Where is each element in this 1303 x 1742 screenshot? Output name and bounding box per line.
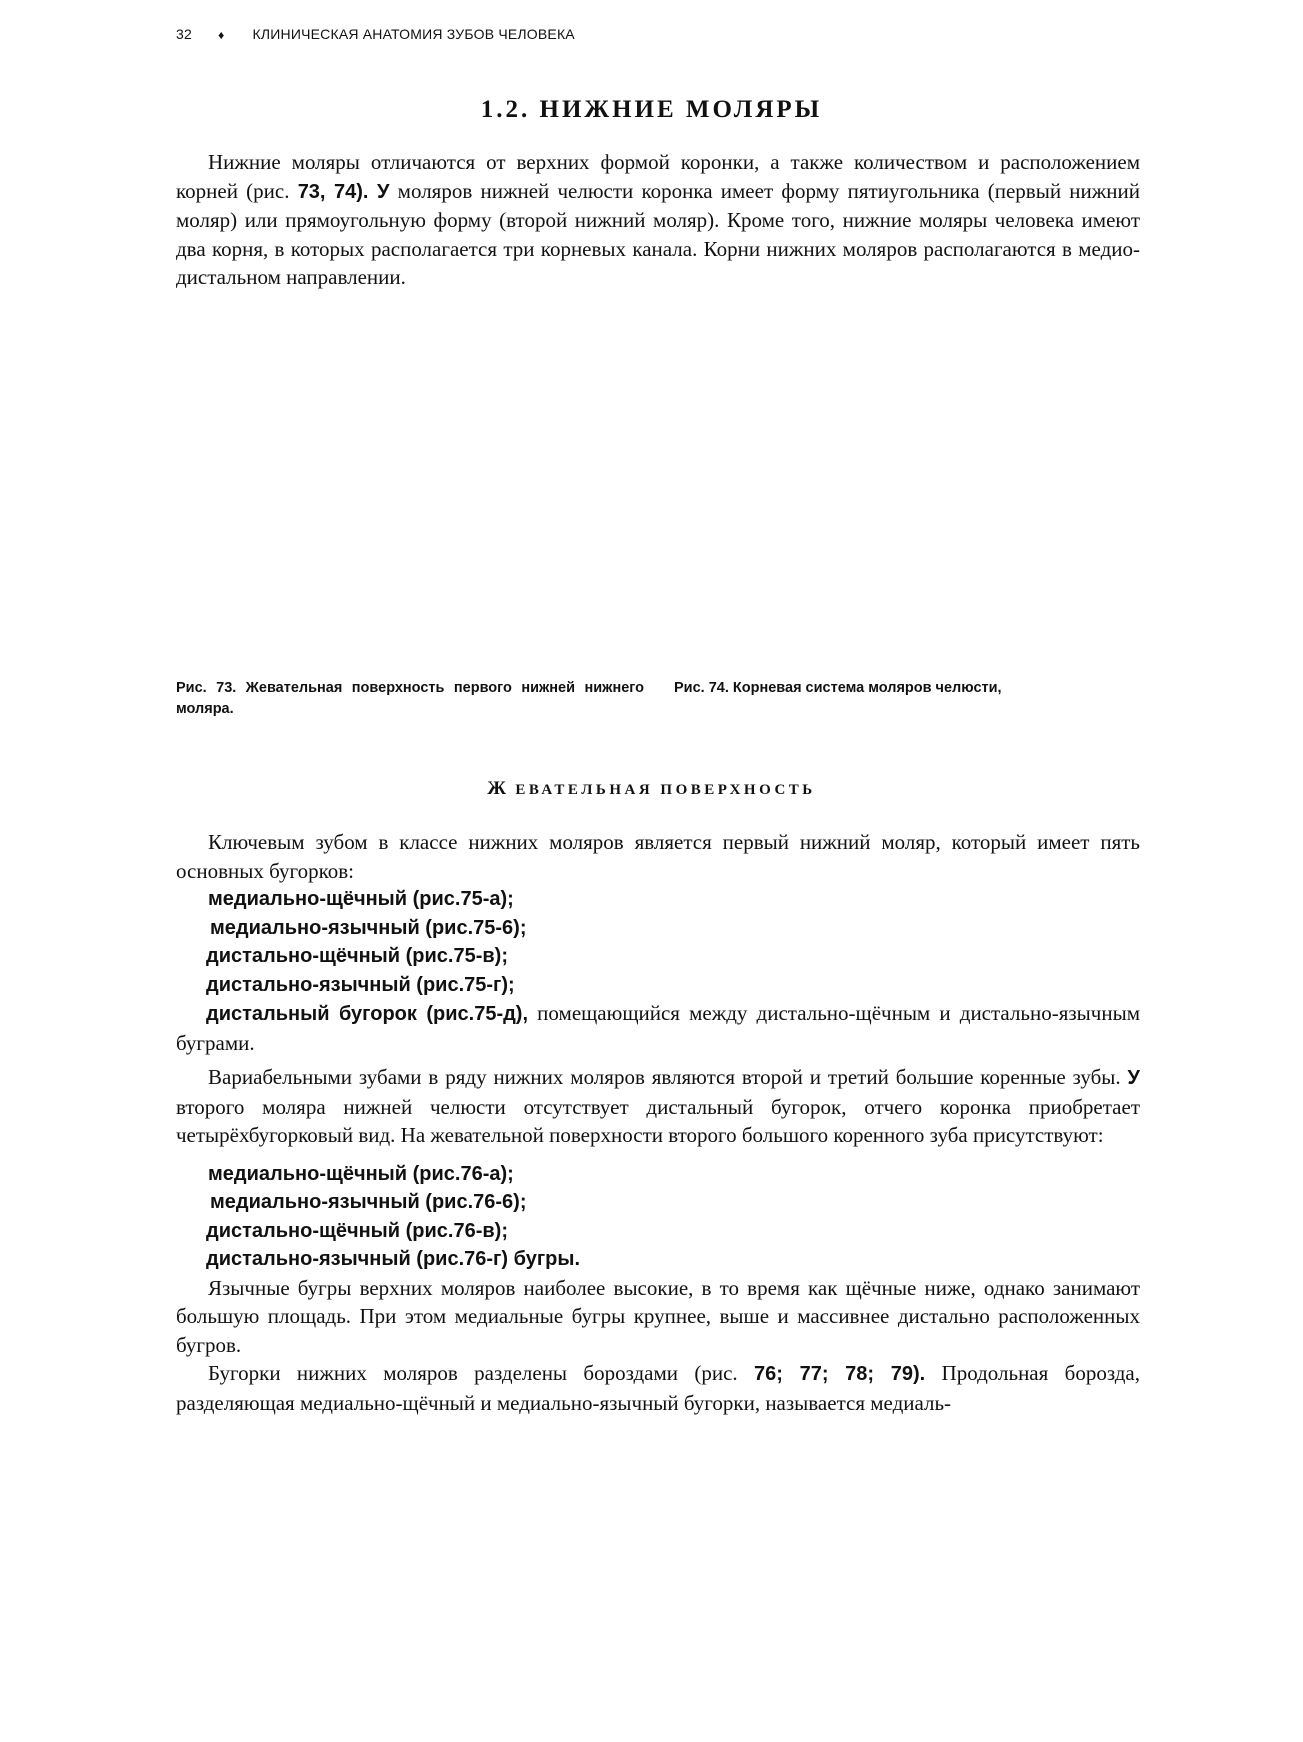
p2-text-b: второго моляра нижней челюсти отсутствует дистальный бугорок, отчего коронка приобретает четырёхбугорковый вид. На жевательной поверхности второго большого коренного зуба присутствуют: — [176, 1094, 1140, 1147]
intro-text-part-1: Нижние моляры отличаются от верхних формой коронки, а также количеством и расположением корней (рис. — [176, 150, 1140, 203]
figure-74-caption: Рис. 74. Корневая система моляров челюсти, — [674, 680, 1002, 696]
list-item: дистально-щёчный (рис.75-в); — [206, 945, 508, 967]
subsection-initial: Ж — [487, 778, 509, 799]
subsection-title — [0, 778, 1303, 800]
chewing-paragraph-3: Язычные бугры верхних моляров наиболее высокие, в то время как щёчные ниже, однако занимают большую площадь. При этом медиальные бугры крупнее, выше и массивнее дистально расположенных бугров. — [176, 1275, 1140, 1357]
subsection-title-rest: ЕВАТЕЛЬНАЯ ПОВЕРХНОСТЬ — [515, 782, 816, 798]
second-molar-cusp-list — [176, 1160, 1140, 1274]
list-item: медиально-язычный (рис.76-6); — [210, 1191, 527, 1213]
section-title: 1.2. НИЖНИЕ МОЛЯРЫ — [480, 96, 823, 123]
chewing-paragraph-4 — [176, 1359, 1140, 1417]
intro-paragraph-block — [176, 148, 1140, 292]
intro-paragraph — [176, 148, 1140, 292]
diamond-separator-icon: ♦ — [218, 28, 225, 42]
figure-73-caption: Рис. 73. Жевательная поверхность первого нижней нижнего моляра. — [176, 680, 644, 717]
running-header — [176, 26, 575, 42]
p4-text-b: Продольная борозда, разделяющая медиально-щёчный и медиально-язычный бугорки, называется медиаль- — [176, 1361, 1140, 1415]
list-item: дистально-щёчный (рис.76-в); — [206, 1219, 508, 1242]
distal-cusp-paragraph — [176, 999, 1140, 1057]
p4-figure-reference: 76; 77; 78; 79). — [754, 1363, 926, 1385]
running-title: КЛИНИЧЕСКАЯ АНАТОМИЯ ЗУБОВ ЧЕЛОВЕКА — [252, 26, 575, 42]
list-item: медиально-язычный (рис.75-6); — [210, 916, 527, 939]
page-number: 32 — [176, 26, 192, 42]
list-item: медиально-щёчный (рис.75-а); — [208, 888, 514, 910]
p4-text-a: Бугорки нижних моляров разделены бороздами (рис. — [208, 1361, 755, 1385]
list-item: медиально-щёчный (рис.76-а); — [208, 1162, 514, 1185]
first-molar-cusp-list — [176, 885, 1140, 999]
chewing-paragraph-2 — [176, 1063, 1140, 1150]
chewing-paragraph-1: Ключевым зубом в классе нижних моляров является первый нижний моляр, который имеет пять основных бугорков: — [176, 830, 1140, 883]
intro-text-part-2: моляров нижней челюсти коронка имеет форму пятиугольника (первый нижний моляр) или прямоугольную форму (второй нижний моляр). Кроме того, нижние моляры человека имеют два корня, в которых располагается три корневых канала. Корни нижних моляров располагаются в медио-дистальном направлении. — [176, 178, 1140, 289]
distal-cusp-description: помещающийся между дистально-щёчным и дистально-язычным буграми. — [176, 1001, 1140, 1055]
distal-cusp-label: дистальный бугорок (рис.75-д), — [206, 1003, 529, 1025]
p2-text-a: Вариабельными зубами в ряду нижних моляров являются второй и третий большие коренные зубы. — [208, 1065, 1128, 1089]
list-item: дистально-язычный (рис.76-г) бугры. — [206, 1248, 581, 1270]
intro-figure-reference: 73, 74). У — [297, 180, 390, 203]
p2-bold-letter: У — [1127, 1067, 1140, 1089]
list-item: дистально-язычный (рис.75-г); — [206, 973, 515, 996]
figure-area-blank — [176, 300, 1140, 670]
chewing-surface-text — [176, 828, 1140, 1417]
